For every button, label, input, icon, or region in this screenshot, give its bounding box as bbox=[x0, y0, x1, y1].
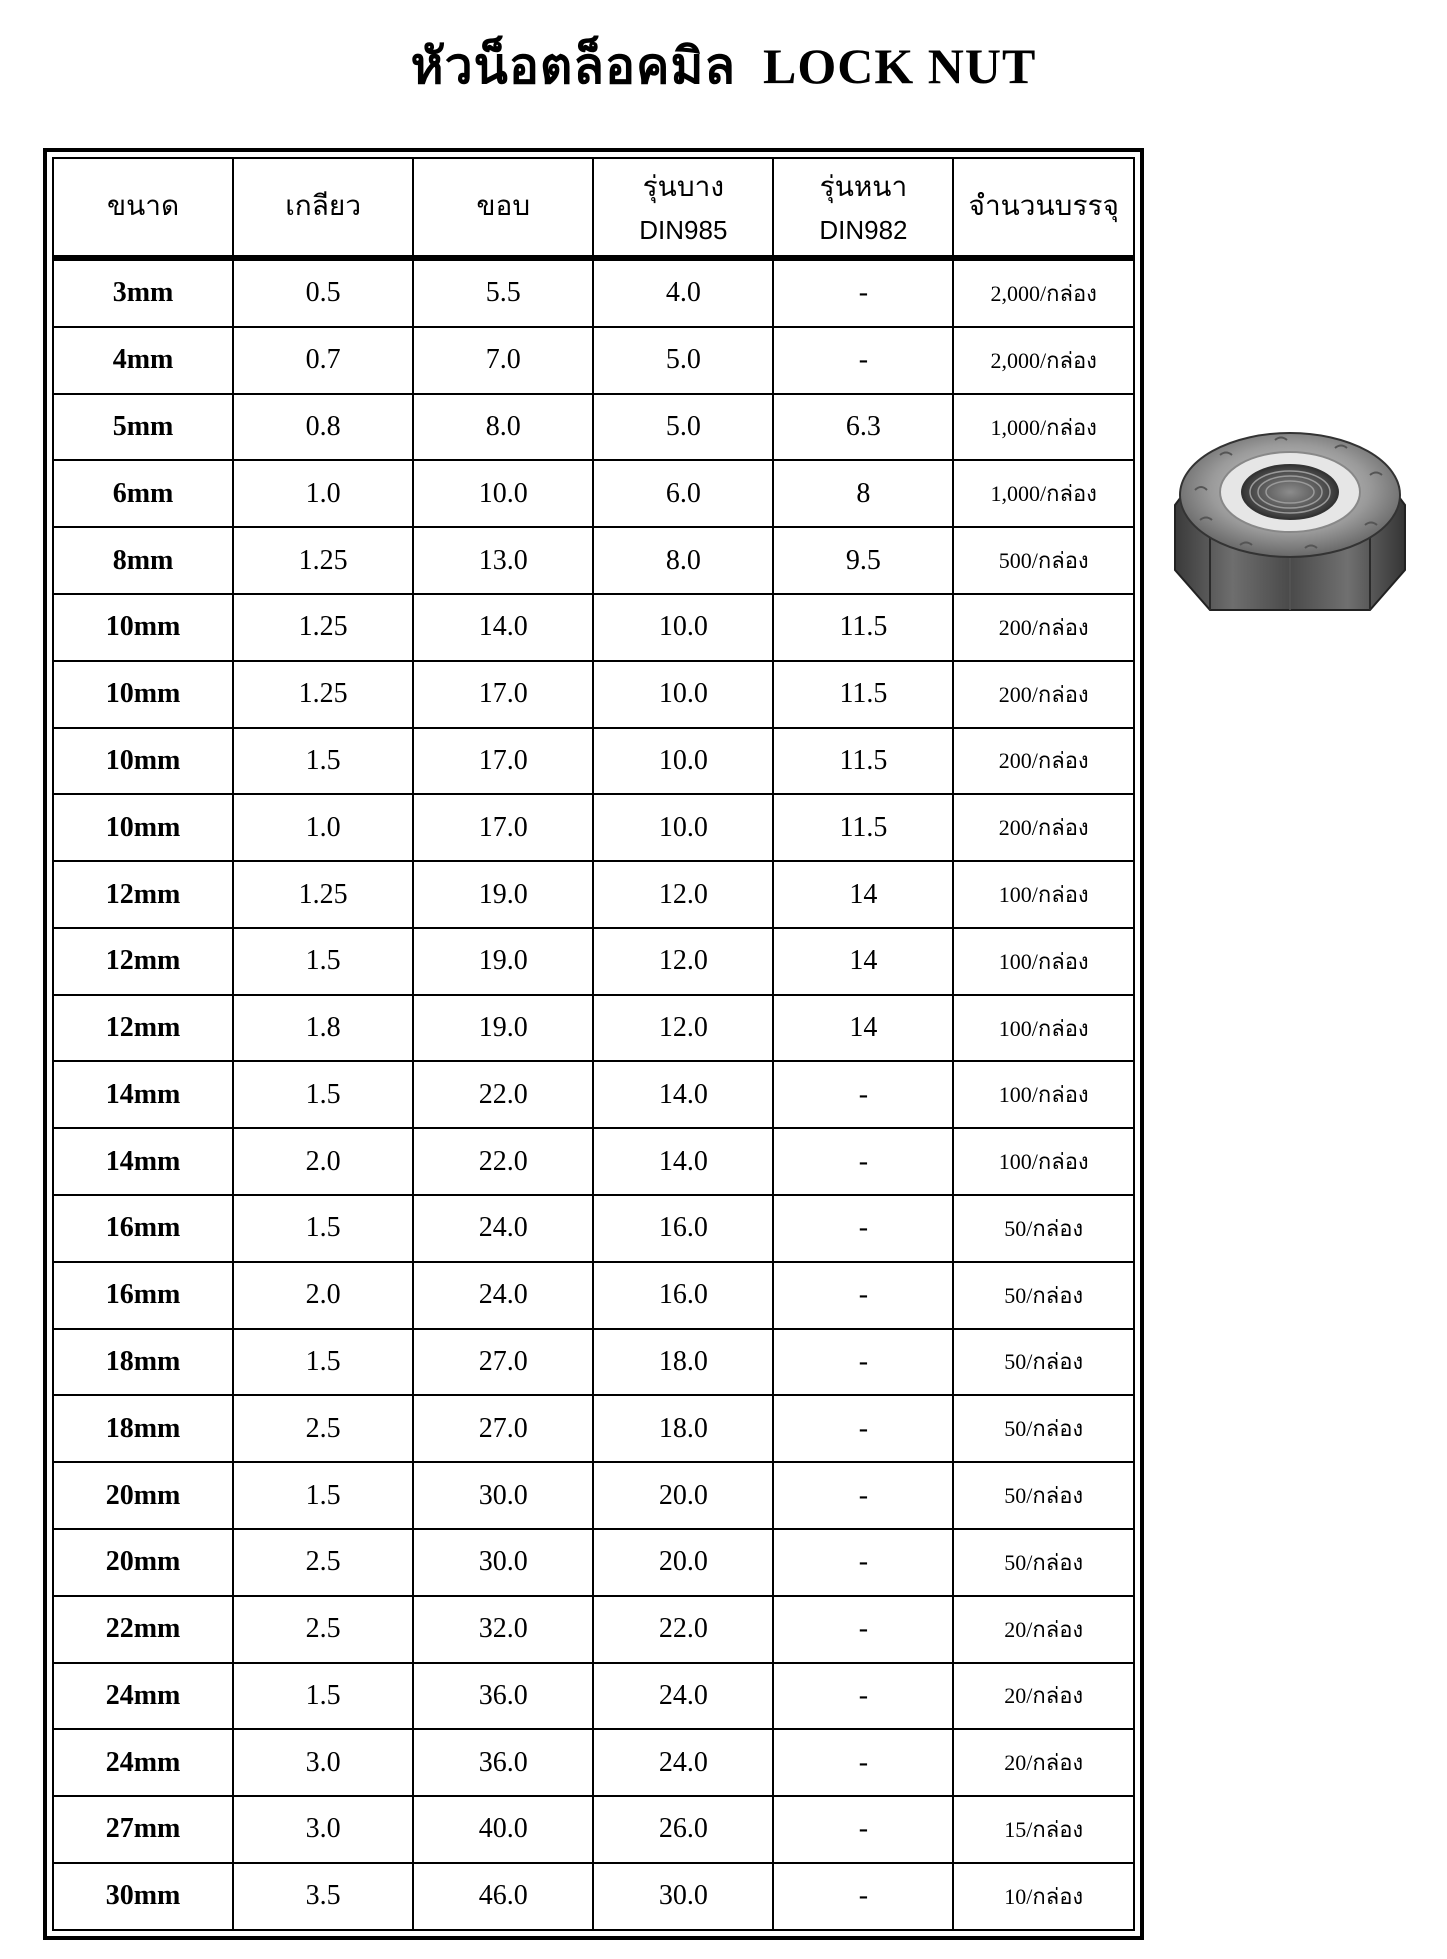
thin-height-cell: 10.0 bbox=[593, 594, 773, 661]
table-row bbox=[53, 1061, 1134, 1128]
width-cell: 13.0 bbox=[413, 527, 593, 594]
qty-cell: 200/กล่อง bbox=[953, 661, 1134, 728]
qty-cell: 1,000/กล่อง bbox=[953, 460, 1134, 527]
thread-pitch-cell: 1.5 bbox=[233, 1329, 413, 1396]
qty-cell: 100/กล่อง bbox=[953, 861, 1134, 928]
width-cell: 17.0 bbox=[413, 728, 593, 795]
size-cell: 18mm bbox=[53, 1395, 233, 1462]
column-header-standard: DIN985 bbox=[639, 215, 728, 245]
width-cell: 30.0 bbox=[413, 1462, 593, 1529]
qty-cell: 100/กล่อง bbox=[953, 995, 1134, 1062]
thin-height-cell: 5.0 bbox=[593, 394, 773, 461]
thin-height-cell: 30.0 bbox=[593, 1863, 773, 1930]
column-header-label: รุ่นหนา bbox=[819, 172, 908, 203]
thick-height-cell: 14 bbox=[773, 928, 953, 995]
thread-pitch-cell: 0.5 bbox=[233, 258, 413, 327]
table-row bbox=[53, 1329, 1134, 1396]
thread-pitch-cell: 3.5 bbox=[233, 1863, 413, 1930]
table-row bbox=[53, 794, 1134, 861]
thick-height-cell: - bbox=[773, 1529, 953, 1596]
table-row bbox=[53, 1663, 1134, 1730]
qty-cell: 50/กล่อง bbox=[953, 1262, 1134, 1329]
qty-cell: 50/กล่อง bbox=[953, 1395, 1134, 1462]
width-cell: 22.0 bbox=[413, 1128, 593, 1195]
thick-height-cell: 11.5 bbox=[773, 794, 953, 861]
thread-pitch-cell: 3.0 bbox=[233, 1729, 413, 1796]
size-cell: 4mm bbox=[53, 327, 233, 394]
width-cell: 36.0 bbox=[413, 1729, 593, 1796]
table-row bbox=[53, 861, 1134, 928]
table-row bbox=[53, 1796, 1134, 1863]
size-cell: 14mm bbox=[53, 1128, 233, 1195]
qty-cell: 100/กล่อง bbox=[953, 1061, 1134, 1128]
thread-pitch-cell: 1.5 bbox=[233, 928, 413, 995]
width-cell: 27.0 bbox=[413, 1395, 593, 1462]
qty-cell: 200/กล่อง bbox=[953, 594, 1134, 661]
thread-pitch-cell: 1.25 bbox=[233, 661, 413, 728]
column-header bbox=[233, 158, 413, 258]
width-cell: 17.0 bbox=[413, 794, 593, 861]
thin-height-cell: 10.0 bbox=[593, 728, 773, 795]
qty-cell: 50/กล่อง bbox=[953, 1462, 1134, 1529]
thick-height-cell: - bbox=[773, 1462, 953, 1529]
size-cell: 27mm bbox=[53, 1796, 233, 1863]
thin-height-cell: 26.0 bbox=[593, 1796, 773, 1863]
width-cell: 10.0 bbox=[413, 460, 593, 527]
thin-height-cell: 12.0 bbox=[593, 861, 773, 928]
column-header bbox=[413, 158, 593, 258]
thick-height-cell: 11.5 bbox=[773, 661, 953, 728]
size-cell: 30mm bbox=[53, 1863, 233, 1930]
thread-pitch-cell: 1.25 bbox=[233, 527, 413, 594]
width-cell: 46.0 bbox=[413, 1863, 593, 1930]
thick-height-cell: - bbox=[773, 1128, 953, 1195]
column-header-label: ขอบ bbox=[476, 191, 531, 222]
table-row bbox=[53, 1729, 1134, 1796]
thread-pitch-cell: 1.5 bbox=[233, 1061, 413, 1128]
thin-height-cell: 22.0 bbox=[593, 1596, 773, 1663]
thick-height-cell: - bbox=[773, 1395, 953, 1462]
thin-height-cell: 4.0 bbox=[593, 258, 773, 327]
column-header bbox=[953, 158, 1134, 258]
size-cell: 14mm bbox=[53, 1061, 233, 1128]
size-cell: 22mm bbox=[53, 1596, 233, 1663]
thread-pitch-cell: 0.7 bbox=[233, 327, 413, 394]
lock-nut-spec-table bbox=[52, 157, 1135, 1931]
qty-cell: 100/กล่อง bbox=[953, 928, 1134, 995]
lock-nut-image bbox=[1165, 410, 1415, 625]
thick-height-cell: 11.5 bbox=[773, 728, 953, 795]
column-header bbox=[593, 158, 773, 258]
thick-height-cell: - bbox=[773, 1863, 953, 1930]
thread-pitch-cell: 3.0 bbox=[233, 1796, 413, 1863]
thick-height-cell: 11.5 bbox=[773, 594, 953, 661]
size-cell: 3mm bbox=[53, 258, 233, 327]
width-cell: 8.0 bbox=[413, 394, 593, 461]
qty-cell: 2,000/กล่อง bbox=[953, 258, 1134, 327]
thin-height-cell: 10.0 bbox=[593, 794, 773, 861]
table-row bbox=[53, 928, 1134, 995]
table-row bbox=[53, 327, 1134, 394]
thread-pitch-cell: 1.0 bbox=[233, 460, 413, 527]
qty-cell: 1,000/กล่อง bbox=[953, 394, 1134, 461]
width-cell: 19.0 bbox=[413, 861, 593, 928]
table-row bbox=[53, 1128, 1134, 1195]
size-cell: 6mm bbox=[53, 460, 233, 527]
thread-pitch-cell: 2.5 bbox=[233, 1596, 413, 1663]
table-row bbox=[53, 1395, 1134, 1462]
thin-height-cell: 24.0 bbox=[593, 1663, 773, 1730]
qty-cell: 50/กล่อง bbox=[953, 1529, 1134, 1596]
page-title: หัวน็อตล็อคมิล LOCK NUT bbox=[410, 38, 1037, 94]
thick-height-cell: 8 bbox=[773, 460, 953, 527]
qty-cell: 20/กล่อง bbox=[953, 1663, 1134, 1730]
spec-table-frame bbox=[43, 148, 1144, 1940]
thread-pitch-cell: 2.0 bbox=[233, 1262, 413, 1329]
thread-pitch-cell: 1.0 bbox=[233, 794, 413, 861]
thin-height-cell: 18.0 bbox=[593, 1395, 773, 1462]
thread-pitch-cell: 1.25 bbox=[233, 861, 413, 928]
size-cell: 10mm bbox=[53, 794, 233, 861]
width-cell: 17.0 bbox=[413, 661, 593, 728]
table-row bbox=[53, 527, 1134, 594]
thin-height-cell: 10.0 bbox=[593, 661, 773, 728]
thread-pitch-cell: 2.0 bbox=[233, 1128, 413, 1195]
size-cell: 24mm bbox=[53, 1663, 233, 1730]
width-cell: 24.0 bbox=[413, 1195, 593, 1262]
thick-height-cell: - bbox=[773, 1195, 953, 1262]
table-row bbox=[53, 728, 1134, 795]
thread-pitch-cell: 1.5 bbox=[233, 1663, 413, 1730]
size-cell: 5mm bbox=[53, 394, 233, 461]
size-cell: 16mm bbox=[53, 1262, 233, 1329]
width-cell: 7.0 bbox=[413, 327, 593, 394]
width-cell: 22.0 bbox=[413, 1061, 593, 1128]
qty-cell: 2,000/กล่อง bbox=[953, 327, 1134, 394]
qty-cell: 200/กล่อง bbox=[953, 794, 1134, 861]
thin-height-cell: 14.0 bbox=[593, 1128, 773, 1195]
table-row bbox=[53, 460, 1134, 527]
table-row bbox=[53, 1195, 1134, 1262]
qty-cell: 10/กล่อง bbox=[953, 1863, 1134, 1930]
thick-height-cell: 14 bbox=[773, 995, 953, 1062]
thread-pitch-cell: 1.8 bbox=[233, 995, 413, 1062]
thread-pitch-cell: 2.5 bbox=[233, 1529, 413, 1596]
thread-pitch-cell: 1.5 bbox=[233, 1195, 413, 1262]
thick-height-cell: - bbox=[773, 1329, 953, 1396]
thick-height-cell: - bbox=[773, 327, 953, 394]
size-cell: 10mm bbox=[53, 728, 233, 795]
table-row bbox=[53, 1529, 1134, 1596]
width-cell: 14.0 bbox=[413, 594, 593, 661]
thick-height-cell: 6.3 bbox=[773, 394, 953, 461]
size-cell: 20mm bbox=[53, 1462, 233, 1529]
thread-pitch-cell: 1.5 bbox=[233, 728, 413, 795]
table-row bbox=[53, 394, 1134, 461]
width-cell: 19.0 bbox=[413, 995, 593, 1062]
table-row bbox=[53, 1262, 1134, 1329]
width-cell: 32.0 bbox=[413, 1596, 593, 1663]
width-cell: 27.0 bbox=[413, 1329, 593, 1396]
size-cell: 10mm bbox=[53, 661, 233, 728]
width-cell: 5.5 bbox=[413, 258, 593, 327]
thread-pitch-cell: 2.5 bbox=[233, 1395, 413, 1462]
qty-cell: 20/กล่อง bbox=[953, 1729, 1134, 1796]
table-row bbox=[53, 1596, 1134, 1663]
thin-height-cell: 12.0 bbox=[593, 928, 773, 995]
size-cell: 12mm bbox=[53, 928, 233, 995]
qty-cell: 100/กล่อง bbox=[953, 1128, 1134, 1195]
table-row bbox=[53, 661, 1134, 728]
column-header-standard: DIN982 bbox=[819, 215, 908, 245]
table-row bbox=[53, 1863, 1134, 1930]
size-cell: 24mm bbox=[53, 1729, 233, 1796]
column-header bbox=[773, 158, 953, 258]
size-cell: 12mm bbox=[53, 995, 233, 1062]
table-row bbox=[53, 258, 1134, 327]
thread-pitch-cell: 1.5 bbox=[233, 1462, 413, 1529]
thin-height-cell: 8.0 bbox=[593, 527, 773, 594]
thin-height-cell: 12.0 bbox=[593, 995, 773, 1062]
column-header bbox=[53, 158, 233, 258]
thick-height-cell: - bbox=[773, 1061, 953, 1128]
thin-height-cell: 14.0 bbox=[593, 1061, 773, 1128]
qty-cell: 500/กล่อง bbox=[953, 527, 1134, 594]
thin-height-cell: 16.0 bbox=[593, 1262, 773, 1329]
size-cell: 12mm bbox=[53, 861, 233, 928]
column-header-label: จำนวนบรรจุ bbox=[968, 191, 1119, 222]
thick-height-cell: - bbox=[773, 258, 953, 327]
size-cell: 18mm bbox=[53, 1329, 233, 1396]
size-cell: 20mm bbox=[53, 1529, 233, 1596]
thick-height-cell: - bbox=[773, 1262, 953, 1329]
size-cell: 8mm bbox=[53, 527, 233, 594]
thread-pitch-cell: 1.25 bbox=[233, 594, 413, 661]
thick-height-cell: - bbox=[773, 1663, 953, 1730]
table-header-row bbox=[53, 158, 1134, 258]
thin-height-cell: 16.0 bbox=[593, 1195, 773, 1262]
thick-height-cell: 14 bbox=[773, 861, 953, 928]
width-cell: 40.0 bbox=[413, 1796, 593, 1863]
qty-cell: 200/กล่อง bbox=[953, 728, 1134, 795]
column-header-label: รุ่นบาง bbox=[642, 172, 724, 203]
table-row bbox=[53, 995, 1134, 1062]
thick-height-cell: - bbox=[773, 1729, 953, 1796]
size-cell: 10mm bbox=[53, 594, 233, 661]
qty-cell: 15/กล่อง bbox=[953, 1796, 1134, 1863]
width-cell: 24.0 bbox=[413, 1262, 593, 1329]
table-row bbox=[53, 594, 1134, 661]
qty-cell: 20/กล่อง bbox=[953, 1596, 1134, 1663]
thin-height-cell: 20.0 bbox=[593, 1529, 773, 1596]
thin-height-cell: 5.0 bbox=[593, 327, 773, 394]
thin-height-cell: 18.0 bbox=[593, 1329, 773, 1396]
table-row bbox=[53, 1462, 1134, 1529]
qty-cell: 50/กล่อง bbox=[953, 1195, 1134, 1262]
thin-height-cell: 6.0 bbox=[593, 460, 773, 527]
width-cell: 30.0 bbox=[413, 1529, 593, 1596]
thick-height-cell: - bbox=[773, 1796, 953, 1863]
thick-height-cell: - bbox=[773, 1596, 953, 1663]
thread-pitch-cell: 0.8 bbox=[233, 394, 413, 461]
column-header-label: เกลียว bbox=[285, 191, 362, 222]
width-cell: 36.0 bbox=[413, 1663, 593, 1730]
thick-height-cell: 9.5 bbox=[773, 527, 953, 594]
size-cell: 16mm bbox=[53, 1195, 233, 1262]
width-cell: 19.0 bbox=[413, 928, 593, 995]
thin-height-cell: 24.0 bbox=[593, 1729, 773, 1796]
table-body bbox=[53, 258, 1134, 1930]
qty-cell: 50/กล่อง bbox=[953, 1329, 1134, 1396]
column-header-label: ขนาด bbox=[106, 191, 180, 222]
thin-height-cell: 20.0 bbox=[593, 1462, 773, 1529]
